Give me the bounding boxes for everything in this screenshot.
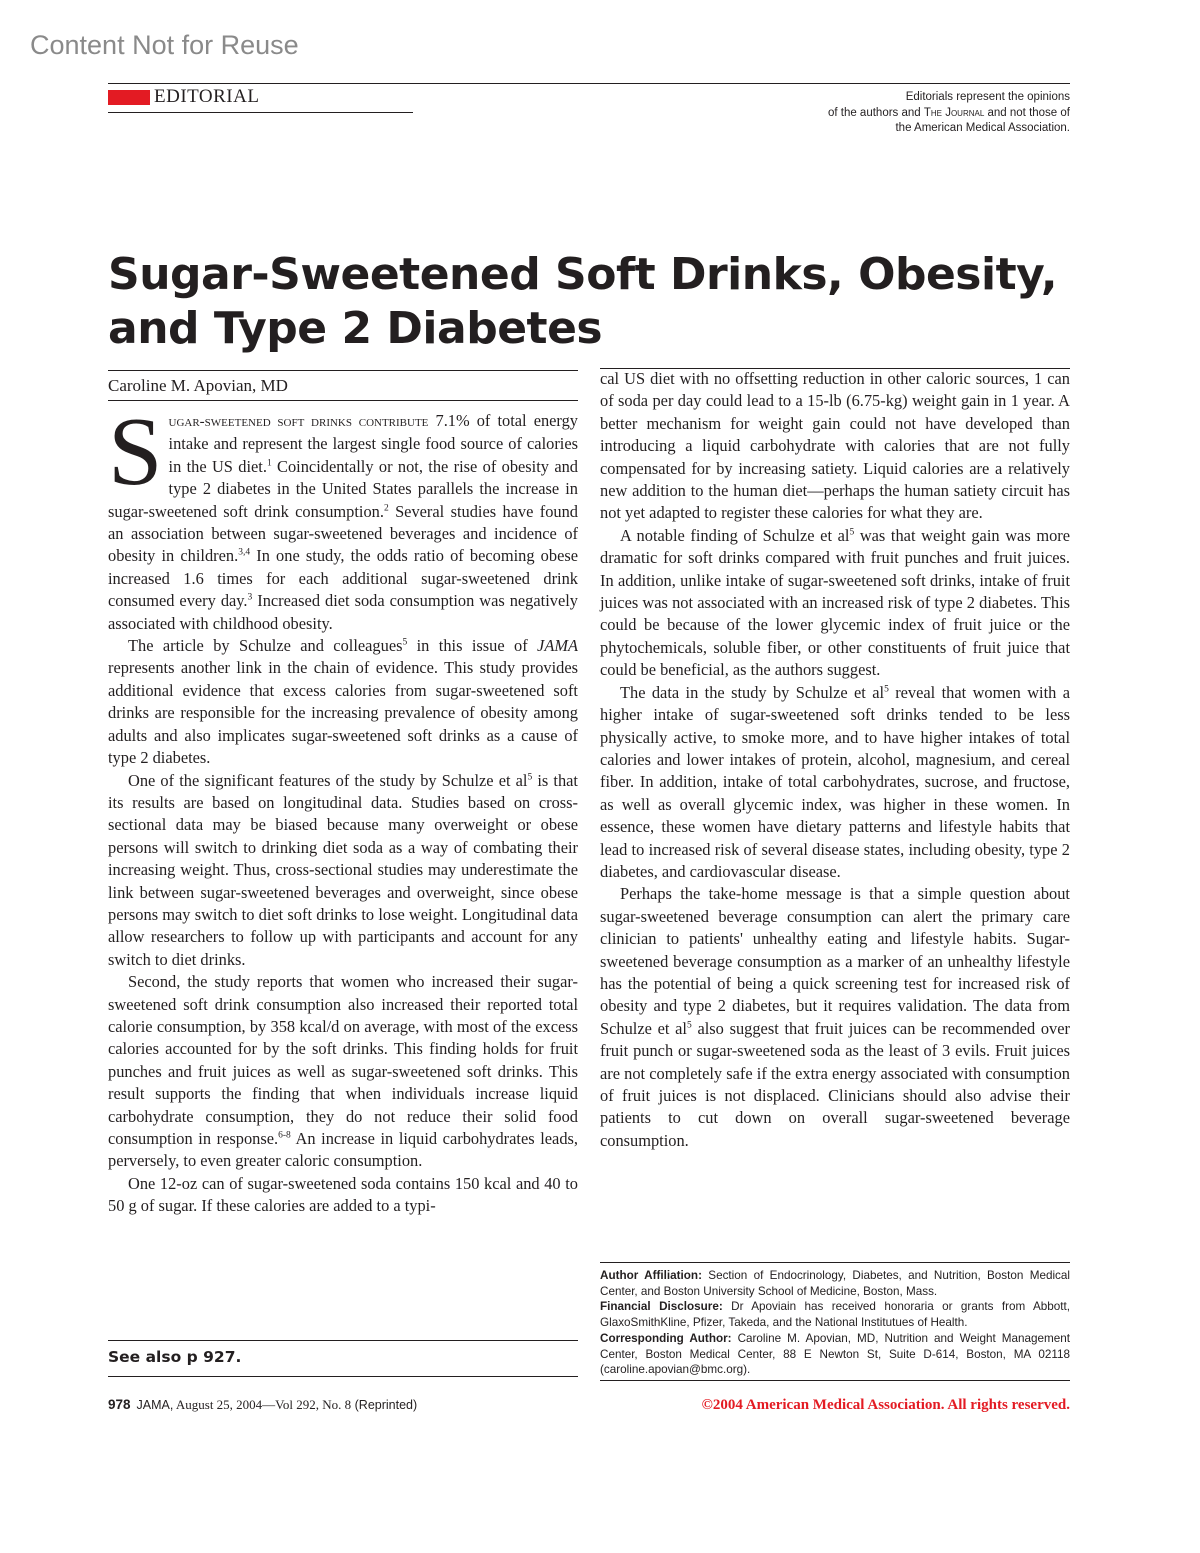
paragraph-2: The article by Schulze and colleagues$^5$ in this issue of JAMA represents another link in the chain of evidence. This study provides additional evidence that excess calories from sugar-sweetened soft drinks are responsible for the increasing prevalence of obesity among adults and also implicates sugar-sweetened soft drinks as a cause of type 2 diabetes. xyxy=(108,636,578,768)
see-also-note: See also p 927. xyxy=(108,1348,242,1366)
corresponding-author: Corresponding Author: Caroline M. Apovian, MD, Nutrition and Weight Management Center, Boston Medical Center, 88 E Newton St, Suite D-614, Boston, MA 02118 (caroline.apovian@bmc.org). xyxy=(600,1331,1071,1377)
title-line-1: Sugar-Sweetened Soft Drinks, Obesity, xyxy=(108,249,1058,300)
reprinted-note: (Reprinted) xyxy=(351,1398,418,1412)
paragraph-7: The data in the study by Schulze et $al^5$ reveal that women with a higher intake of sugar-sweetened soft drinks tended to be less physically active, to smoke more, and to have higher intakes of total calories and lower intakes of protein, alcohol, magnesium, and cereal fiber. In addition, intake of total carbohydrates, sucrose, and fructose, as well as overall glycemic index, was higher in these women. In essence, these women have dietary patterns and lifestyle habits that lead to increased risk of several disease states, including obesity, type 2 diabetes, and cardiovascular disease. xyxy=(600,682,1070,881)
title-line-2: and Type 2 Diabetes xyxy=(108,303,603,354)
footer-citation xyxy=(108,1396,417,1414)
page-number: 978 xyxy=(108,1397,131,1412)
article-title xyxy=(108,248,1068,356)
author-info-box xyxy=(600,1268,1070,1378)
section-underline xyxy=(108,112,413,113)
journal-name: The Journal xyxy=(923,106,985,119)
see-also-rule-top xyxy=(108,1340,578,1341)
disclaimer-line-3: the American Medical Association. xyxy=(895,122,1070,134)
paragraph-5: One 12-oz can of sugar-sweetened soda contains 150 kcal and 40 to 50 g of sugar. If these calories are added to a typi- xyxy=(108,1173,578,1216)
drop-cap: S xyxy=(108,398,163,506)
editorial-disclaimer xyxy=(740,90,1070,137)
paragraph-1: Sugar-sweetened soft drinks contribute 7.1% of total energy intake and represent the largest single food source of calories in the US diet.$^1$ Coincidentally or not, the rise of obesity and type 2 diabetes in the United States parallels the increase in sugar-sweetened soft drink consumption.$^2$ Several studies have found an association between sugar-sweetened beverages and incidence of obesity in children.$^{3,4}$ In one study, the odds ratio of becoming obese increased 1.6 times for each additional sugar-sweetened drink consumed every day.$^3$ Increased diet soda consumption was negatively associated with childhood obesity. xyxy=(108,398,579,633)
watermark: Content Not for Reuse xyxy=(30,30,299,60)
affiliations-rule-top xyxy=(600,1262,1070,1263)
journal-abbrev: JAMA, xyxy=(136,1398,174,1412)
author-affiliation: Author Affiliation: Section of Endocrinology, Diabetes, and Nutrition, Boston Medical Center, and Boston University School of Medicine, Boston, Mass. xyxy=(600,1269,1070,1298)
disclaimer-line-1: Editorials represent the opinions xyxy=(905,91,1070,103)
body-column-right xyxy=(600,368,1070,1152)
affiliations-rule-bottom xyxy=(600,1380,1070,1381)
paragraph-6: A notable finding of Schulze et $al^5$ was that weight gain was more dramatic for soft drinks compared with fruit punches and fruit juices. In addition, unlike intake of sugar-sweetened soft drinks, intake of fruit juices was not associated with an increased risk of type 2 diabetes. This could be because of the lower glycemic index of fruit juice or the phytochemicals, soluble fiber, or other constituents of fruit juice that could be beneficial, as the authors suggest. xyxy=(600,525,1070,680)
disclaimer-line-2: of the authors and The Journal and not those of xyxy=(827,106,1070,119)
header-rule xyxy=(108,83,1070,84)
issue-date: August 25, 2004—Vol 292, No. 8 xyxy=(173,1397,352,1412)
financial-disclosure: Financial Disclosure: Dr Apoviain has received honoraria or grants from Abbott, GlaxoSmithKline, Pfizer, Takeda, and the National Institutues of Health. xyxy=(600,1300,1070,1330)
body-column-left xyxy=(108,398,579,1218)
paragraph-3: One of the significant features of the study by Schulze et $al^5$ is that its results are based on longitudinal data. Studies based on cross-sectional data may be biased because many overweight or obese persons will switch to drinking diet soda as a way of combating their increasing weight. Thus, cross-sectional studies may underestimate the link between sugar-sweetened beverages and overweight, since obese persons may switch to diet soft drinks to lose weight. Longitudinal data allow researchers to follow up with participants and account for any switch to diet drinks. xyxy=(108,770,578,969)
see-also-rule-bottom xyxy=(108,1376,578,1377)
copyright-notice: ©2004 American Medical Association. All rights reserved. xyxy=(701,1397,1070,1413)
section-label: EDITORIAL xyxy=(154,86,260,107)
author-byline: Caroline M. Apovian, MD xyxy=(108,376,288,395)
author-rule-top xyxy=(108,370,578,371)
paragraph-8: Perhaps the take-home message is that a simple question about sugar-sweetened beverage consumption can alert the primary care clinician to patients' unhealthy eating and lifestyle habits. Sugar-sweetened beverage consumption as a marker of an unhealthy lifestyle has the potential of being a quick screening test for increased risk of obesity and type 2 diabetes, but it requires validation. The data from Schulze et $al^5$ also suggest that fruit juices can be recommended over fruit punch or sugar-sweetened soda as the least of 3 evils. Fruit juices are not completely safe if the extra energy associated with consumption of fruit juices is not displaced. Clinicians should also advise their patients to cut down on overall sugar-sweetened beverage consumption. xyxy=(600,884,1070,1150)
section-accent-bar xyxy=(108,90,150,105)
paragraph-4: Second, the study reports that women who increased their sugar-sweetened soft drink consumption also increased their reported total calorie consumption, by 358 kcal/d on average, with most of the excess calories accounted for by the soft drinks. This finding holds for fruit punches and fruit juices as well as sugar-sweetened soft drinks. This result supports the finding that when individuals increase liquid carbohydrate consumption, they do not reduce their solid food consumption in response.$^{6-8}$ An increase in liquid carbohydrates leads, perversely, to even greater caloric consumption. xyxy=(108,972,578,1171)
paragraph-5-continued: cal US diet with no offsetting reduction in other caloric sources, 1 can of soda per day could lead to a 15-lb (6.75-kg) weight gain in 1 year. A better mechanism for weight gain could not have developed than introducing a liquid carbohydrate with calories that are not fully compensated for by increasing satiety. Liquid calories are a relatively new addition to the human diet—perhaps the human satiety circuit has not yet adapted to register these calories for what they are. xyxy=(600,369,1070,523)
author-rule-bottom xyxy=(108,400,578,401)
